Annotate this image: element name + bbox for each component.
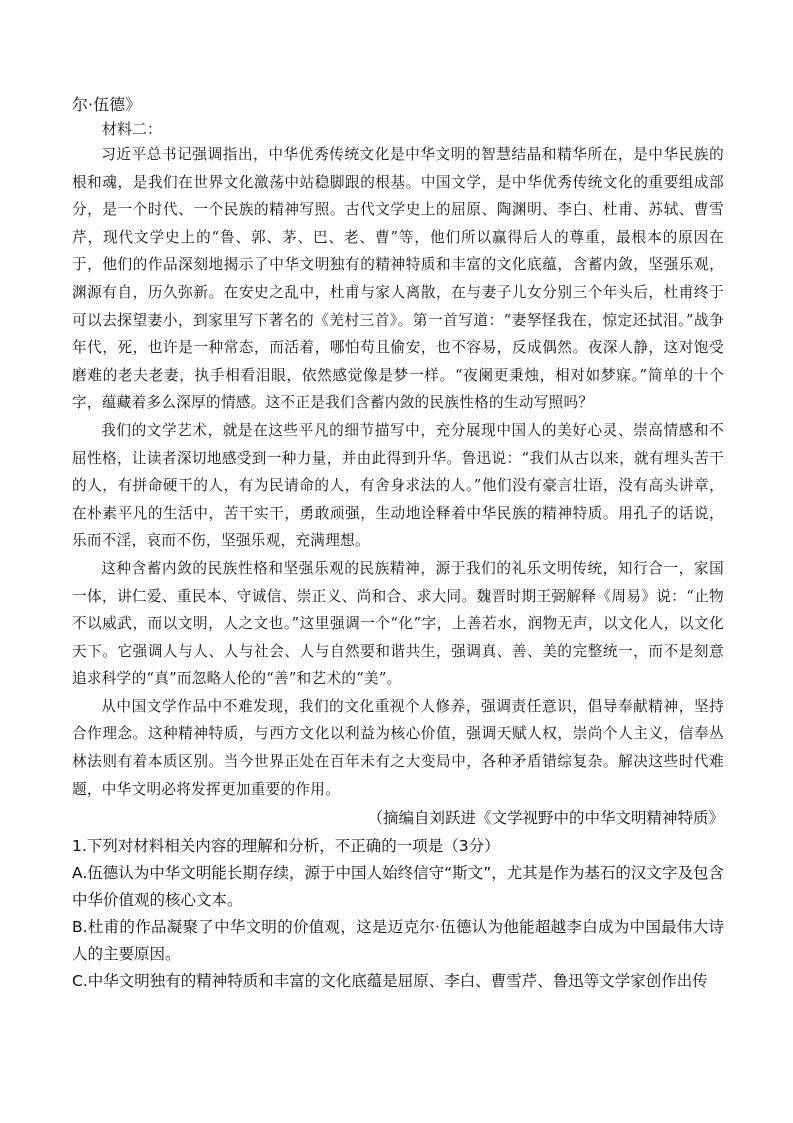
paragraph-4: 从中国文学作品中不难发现，我们的文化重视个人修养，强调责任意识，倡导奉献精神，坚持合作理念。这种精神特质，与西方文化以利益为核心价值，强调天赋人权，崇尚个人主义，信奉丛林法则有着本质区别。当今世界正处在百年未有之大变局中，各种矛盾错综复杂。解决这些时代难题，中华文明必将发挥更加重要的作用。 [72,697,724,798]
option-b: B.杜甫的作品凝聚了中华文明的价值观，这是迈克尔·伍德认为他能超越李白成为中国最伟大诗人的主要原因。 [72,918,724,964]
question-stem: 1.下列对材料相关内容的理解和分析，不正确的一项是（3分） [72,837,500,856]
material-label: 材料二： [102,120,163,138]
paragraph-3: 这种含蓄内敛的民族性格和坚强乐观的民族精神，源于我们的礼乐文明传统，知行合一，家国一体，讲仁爱、重民本、守诚信、崇正义、尚和合、求大同。魏晋时期王弼解释《周易》说：“止物不以威武，而以文明，人之文也。”这里强调一个“化”字，上善若水，润物无声，以文化人，以文化天下。它强调人与人、人与社会、人与自然要和谐共生，强调真、善、美的完整统一，而不是刻意追求科学的“真”而忽略人伦的“善”和艺术的“美”。 [72,559,724,688]
continued-line: 尔·伍德》 [72,95,142,114]
paragraph-1: 习近平总书记强调指出，中华优秀传统文化是中华文明的智慧结晶和精华所在，是中华民族的根和魂，是我们在世界文化激荡中站稳脚跟的根基。中国文学，是中华优秀传统文化的重要组成部分，是一个时代、一个民族的精神写照。古代文学史上的屈原、陶渊明、李白、杜甫、苏轼、曹雪芹，现代文学史上的“鲁、郭、茅、巴、老、曹”等，他们所以赢得后人的尊重，最根本的原因在于，他们的作品深刻地揭示了中华文明独有的精神特质和丰富的文化底蕴，含蓄内敛，坚强乐观，渊源有自，历久弥新。在安史之乱中，杜甫与家人离散，在与妻子儿女分别三个年头后，杜甫终于可以去探望妻小，到家里写下著名的《羌村三首》。第一首写道：“妻孥怪我在，惊定还拭泪。”战争年代，死，也许是一种常态，而活着，哪怕苟且偷安，也不容易，反成偶然。夜深人静，这对饱受磨难的老夫老妻，执手相看泪眼，依然感觉像是梦一样。“夜阑更秉烛，相对如梦寐。”简单的十个字，蕴藏着多么深厚的情感。这不正是我们含蓄内敛的民族性格的生动写照吗？ [72,146,724,412]
option-a: A.伍德认为中华文明能长期存续，源于中国人始终信守“斯文”，尤其是作为基石的汉文字及包含中华价值观的核心文本。 [72,864,724,910]
source-citation: （摘编自刘跃进《文学视野中的中华文明精神特质》 [367,809,724,828]
paragraph-2: 我们的文学艺术，就是在这些平凡的细节描写中，充分展现中国人的美好心灵、崇高情感和不屈性格，让读者深切地感受到一种力量，并由此得到升华。鲁迅说：“我们从古以来，就有埋头苦干的人，有拼命硬干的人，有为民请命的人，有舍身求法的人。”他们没有豪言壮语，没有高头讲章，在朴素平凡的生活中，苦干实干，勇敢顽强，生动地诠释着中华民族的精神特质。用孔子的话说，乐而不淫，哀而不伤，坚强乐观，充满理想。 [72,421,724,550]
document-body [72,93,724,995]
option-c: C.中华文明独有的精神特质和丰富的文化底蕴是屈原、李白、曹雪芹、鲁迅等文学家创作出传 [72,972,708,991]
